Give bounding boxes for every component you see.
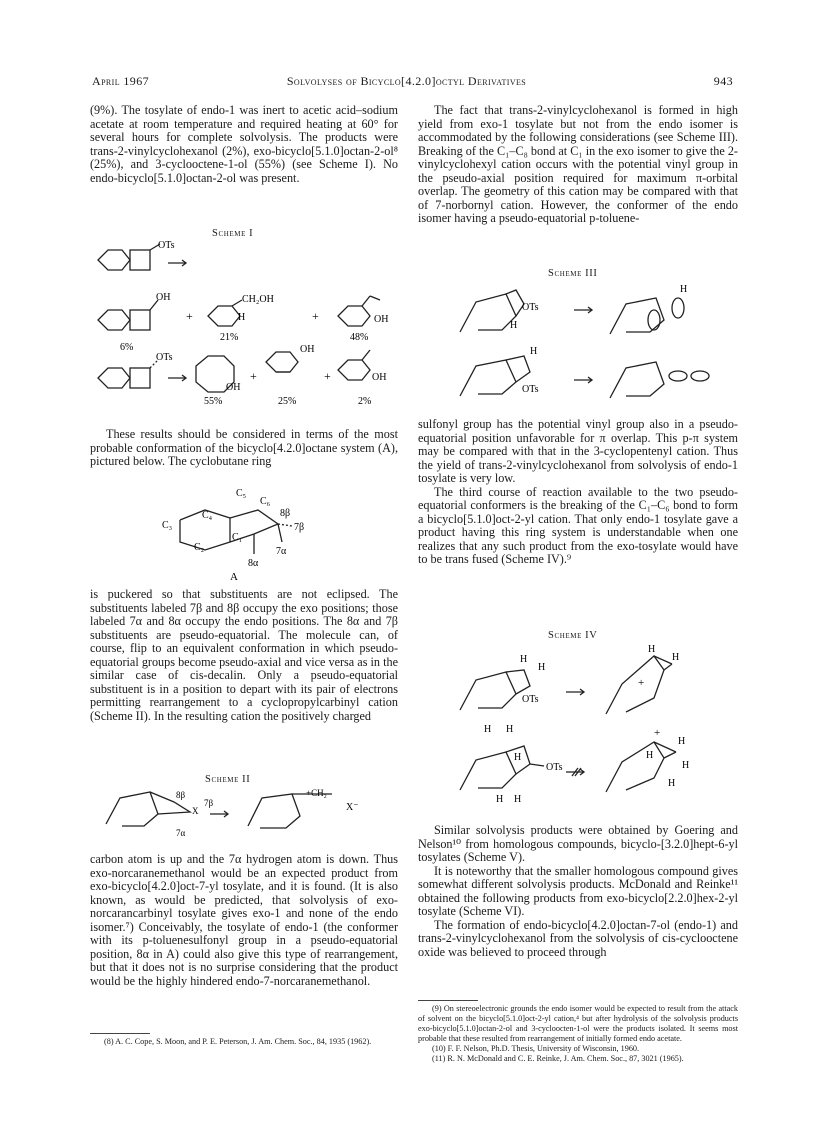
label-plus: + — [638, 677, 645, 689]
bicyclooctane-ring — [266, 352, 298, 372]
label-c4: C₄ — [202, 510, 213, 521]
yield-6: 6% — [120, 342, 134, 353]
ch2oh-bond — [232, 300, 242, 306]
scheme-1-title: Scheme I — [212, 228, 254, 239]
cyclopropane-bond — [664, 752, 676, 758]
label-a: A — [230, 571, 238, 583]
label-oh: OH — [226, 382, 241, 393]
label-7b: 7β — [294, 522, 305, 533]
label-h: H — [678, 736, 686, 747]
p-orbital — [691, 371, 709, 381]
exo-ring — [460, 672, 516, 710]
cyclopropane-bond — [664, 664, 672, 670]
label-ch2oh: CH₂OH — [242, 294, 274, 305]
cyclohexane-ring — [98, 310, 130, 330]
label-h: H — [648, 644, 656, 655]
footnotes-right — [418, 1004, 738, 1064]
footnote-10: (10) F. F. Nelson, Ph.D. Thesis, University of Wisconsin, 1960. — [432, 1044, 640, 1053]
paragraph-text: The fact that trans-2-vinylcyclohexanol is formed in high yield from exo-1 tosylate but not from the endo isomer is accommodated by the following considerations (see Scheme III). Breaking of the C₁–C₈ bond at C₁ in the exo isomer to give the 2-vinylcyclohexyl cation occurs with the potential vinyl group in the pseudo-axial position required for maximum π-orbital overlap. The geometry of this cation may be compared with that of 7-norbornyl cation. However, the conformer of the endo isomer having a pseudo-equatorial p-toluene- — [418, 103, 738, 225]
cyclohexane-ring — [98, 368, 130, 388]
label-h: H — [496, 794, 504, 805]
structure-a-figure — [150, 480, 340, 585]
vinyl-bond — [362, 350, 370, 360]
footnote-rule — [90, 1033, 150, 1034]
label-7a: 7α — [176, 828, 186, 838]
label-8a: 8α — [248, 558, 259, 569]
label-ots: OTs — [522, 694, 539, 705]
exo-ring — [460, 294, 516, 332]
label-7a: 7α — [276, 546, 287, 557]
label-c3: C₃ — [162, 520, 173, 531]
paragraph-text: sulfonyl group has the potential vinyl group also in a pseudo-equatorial position unfavorable for π overlap. This p-π system may be compared with that in the 3-cyclopentenyl cation. Thus the yield of trans-2-vinylcyclohexanol from solvolysis of endo-1 tosylate is very low. — [418, 417, 738, 485]
label-plus: + — [250, 369, 257, 383]
running-head-date: April 1967 — [92, 74, 150, 88]
paragraph-text: These results should be considered in terms of the most probable conformation of the bicyclo[4.2.0]octane system (A), pictured below. The cyclobutane ring — [90, 427, 398, 468]
product-ring — [248, 794, 300, 828]
cyclohexane-ring — [98, 250, 130, 270]
left-paragraph-3 — [90, 588, 398, 723]
p-orbital — [669, 371, 687, 381]
endo-ring — [460, 360, 516, 396]
label-c2: C₂ — [194, 542, 205, 553]
label-h: H — [510, 320, 518, 331]
paragraph-text: The formation of endo-bicyclo[4.2.0]octan-7-ol (endo-1) and trans-2-vinylcyclohexanol from the solvolysis of cis-cyclooctene oxide was believed to proceed through — [418, 917, 738, 959]
label-h: H — [520, 654, 528, 665]
label-ch2plus: +CH₂ — [306, 788, 327, 798]
label-ots: OTs — [522, 384, 539, 395]
label-plus: + — [324, 369, 331, 383]
right-paragraph-1 — [418, 104, 738, 226]
7b-bond — [278, 524, 292, 526]
right-paragraph-2 — [418, 418, 738, 567]
ots-bond — [530, 764, 544, 766]
label-c1: C₁ — [232, 532, 243, 543]
left-paragraph-4 — [90, 853, 398, 988]
vinyl-bond — [362, 296, 370, 306]
left-paragraph-1 — [90, 104, 398, 185]
label-h: H — [530, 346, 538, 357]
trans-cation-ring — [606, 742, 664, 792]
bicyclo-cation-ring — [606, 656, 664, 714]
footnote-rule — [418, 1000, 478, 1001]
cyclobutane-ring — [130, 368, 150, 388]
label-h: H — [680, 284, 688, 295]
label-oh: OH — [156, 292, 171, 303]
reactant-ring — [106, 792, 158, 826]
footnote-8 — [90, 1037, 398, 1047]
scheme-2-title: Scheme II — [205, 774, 251, 785]
label-h: H — [514, 794, 522, 805]
label-ots: OTs — [546, 762, 563, 773]
label-oh: OH — [372, 372, 387, 383]
label-h: H — [672, 652, 680, 663]
cyclohexane-ring — [338, 306, 370, 326]
paragraph-text: The third course of reaction available to the two pseudo-equatorial conformers is the breaking of the C₁–C₆ bond to form a bicyclo[5.1.0]oct-2-yl cation. That only endo-1 tosylate gave a product having this ring system is understandable when one realizes that any such product from the exo-tosylate would have to be trans fused (Scheme IV).⁹ — [418, 484, 738, 566]
label-h: H — [506, 724, 514, 735]
footnote-11: (11) R. N. McDonald and C. E. Reinke, J. Am. Chem. Soc., 87, 3021 (1965). — [432, 1054, 684, 1063]
label-8b: 8β — [280, 508, 291, 519]
footnote-text: (8) A. C. Cope, S. Moon, and P. E. Peterson, J. Am. Chem. Soc., 84, 1935 (1962). — [104, 1037, 372, 1046]
label-c5: C₅ — [236, 488, 247, 499]
scheme-3-figure — [450, 280, 730, 410]
yield-48: 48% — [350, 332, 369, 343]
scheme-4-title: Scheme IV — [548, 630, 598, 641]
scheme-1-figure — [88, 238, 398, 408]
paragraph-text: carbon atom is up and the 7α hydrogen atom is down. Thus exo-norcaranemethanol would be an expected product from exo-bicyclo[4.2.0]oct-7-yl tosylate, and it is found. (It is also known, as would be predicted, that solvolysis of exo-norcarancarbinyl tosylate gives exo-1 and none of the endo isomer.⁷) Conceivably, the tosylate of endo-1 (the conformer with its p-toluenesulfonyl group in a pseudo-equatorial position, 8α in A) could also give this type of rearrangement, but that it does not is no surprise considering that the product would be the highly hindered endo-7-norcaranemethanol. — [90, 852, 398, 988]
yield-25: 25% — [278, 396, 297, 407]
left-paragraph-2 — [90, 428, 398, 469]
label-ots: OTs — [522, 302, 539, 313]
label-x: X — [192, 806, 199, 816]
paragraph-text: (9%). The tosylate of endo-1 was inert to acetic acid–sodium acetate at room temperature and required heating at 60° for several hours for complete solvolysis. The products were trans-2-vinylcyclohexanol (2%), exo-bicyclo[5.1.0]octan-2-ol⁸ (25%), and 3-cyclooctene-1-ol (55%) (see Scheme I). No endo-bicyclo[5.1.0]octan-2-ol was present. — [90, 103, 398, 185]
endo-ring — [460, 752, 516, 790]
label-ots: OTs — [156, 352, 173, 363]
label-h: H — [484, 724, 492, 735]
label-plus: + — [186, 309, 193, 323]
label-8b: 8β — [176, 790, 186, 800]
label-h: H — [668, 778, 676, 789]
label-plus: + — [654, 727, 661, 739]
scheme-2-figure — [100, 784, 380, 844]
running-head-title: Solvolyses of Bicyclo[4.2.0]octyl Derivatives — [286, 74, 527, 88]
p-orbital — [648, 310, 660, 330]
cation-ring — [610, 298, 664, 334]
exo-cyclobutane — [506, 670, 530, 694]
page-number: 943 — [713, 74, 733, 88]
label-h: H — [238, 312, 246, 323]
label-h: H — [514, 752, 522, 763]
label-h: H — [646, 750, 654, 761]
vinyl-bond — [370, 296, 380, 300]
footnote-9: (9) On stereoelectronic grounds the endo isomer would be expected to result from the attack of solvent on the bicyclo[5.1.0]oct-2-yl cation,⁴ but after hydrolysis of the solvolysis products exo-bicyclo[5.1.0]octan-2-ol and 3-cycloocten-1-ol were the products isolated. It seems most probable that these resulted from rearrangement of initially formed endo acetate. — [418, 1004, 738, 1043]
p-orbital — [672, 298, 684, 318]
yield-2: 2% — [358, 396, 372, 407]
cyclobutane-ring — [130, 250, 150, 270]
paragraph-text: Similar solvolysis products were obtained by Goering and Nelson¹⁰ from homologous compounds, bicyclo-[3.2.0]hept-6-yl tosylates (Scheme V). — [418, 823, 738, 864]
label-c6: C₆ — [260, 496, 271, 507]
scheme-3-title: Scheme III — [548, 268, 598, 279]
paragraph-text: It is noteworthy that the smaller homologous compound gives somewhat different solvolysis products. McDonald and Reinke¹¹ obtained the following products from exo-bicyclo[2.2.0]hex-2-yl tosylate (Scheme VI). — [418, 863, 738, 918]
yield-21: 21% — [220, 332, 239, 343]
label-h: H — [682, 760, 690, 771]
paragraph-text: is puckered so that substituents are not eclipsed. The substituents labeled 7β and 8β occupy the exo positions; those labeled 7α and 8α occupy the endo positions. The 8α and 7β substituents are pseudo-equatorial. The molecule can, of course, flip to an equivalent conformation in which pseudo-equatorial groups become pseudo-axial and vice versa as in the similar case of cis-decalin. Only a pseudo-equatorial substituent is in a position to depart with its pair of electrons permitting rearrangement to a cyclopropylcarbinyl cation (Scheme II). In the resulting cation the positively charged — [90, 587, 398, 723]
label-plus: + — [312, 309, 319, 323]
7a-bond — [278, 524, 282, 542]
cyclohexane-ring — [338, 360, 370, 380]
yield-55: 55% — [204, 396, 223, 407]
right-paragraph-3 — [418, 824, 738, 959]
label-h: H — [538, 662, 546, 673]
label-ots: OTs — [158, 240, 175, 251]
label-7b: 7β — [204, 798, 214, 808]
scheme-4-figure — [450, 640, 730, 810]
label-xminus: X⁻ — [346, 802, 359, 813]
label-oh: OH — [374, 314, 389, 325]
cation-ring — [610, 362, 664, 398]
cyclobutane-ring — [130, 310, 150, 330]
cyclohexane-ring — [208, 306, 240, 326]
label-oh: OH — [300, 344, 315, 355]
